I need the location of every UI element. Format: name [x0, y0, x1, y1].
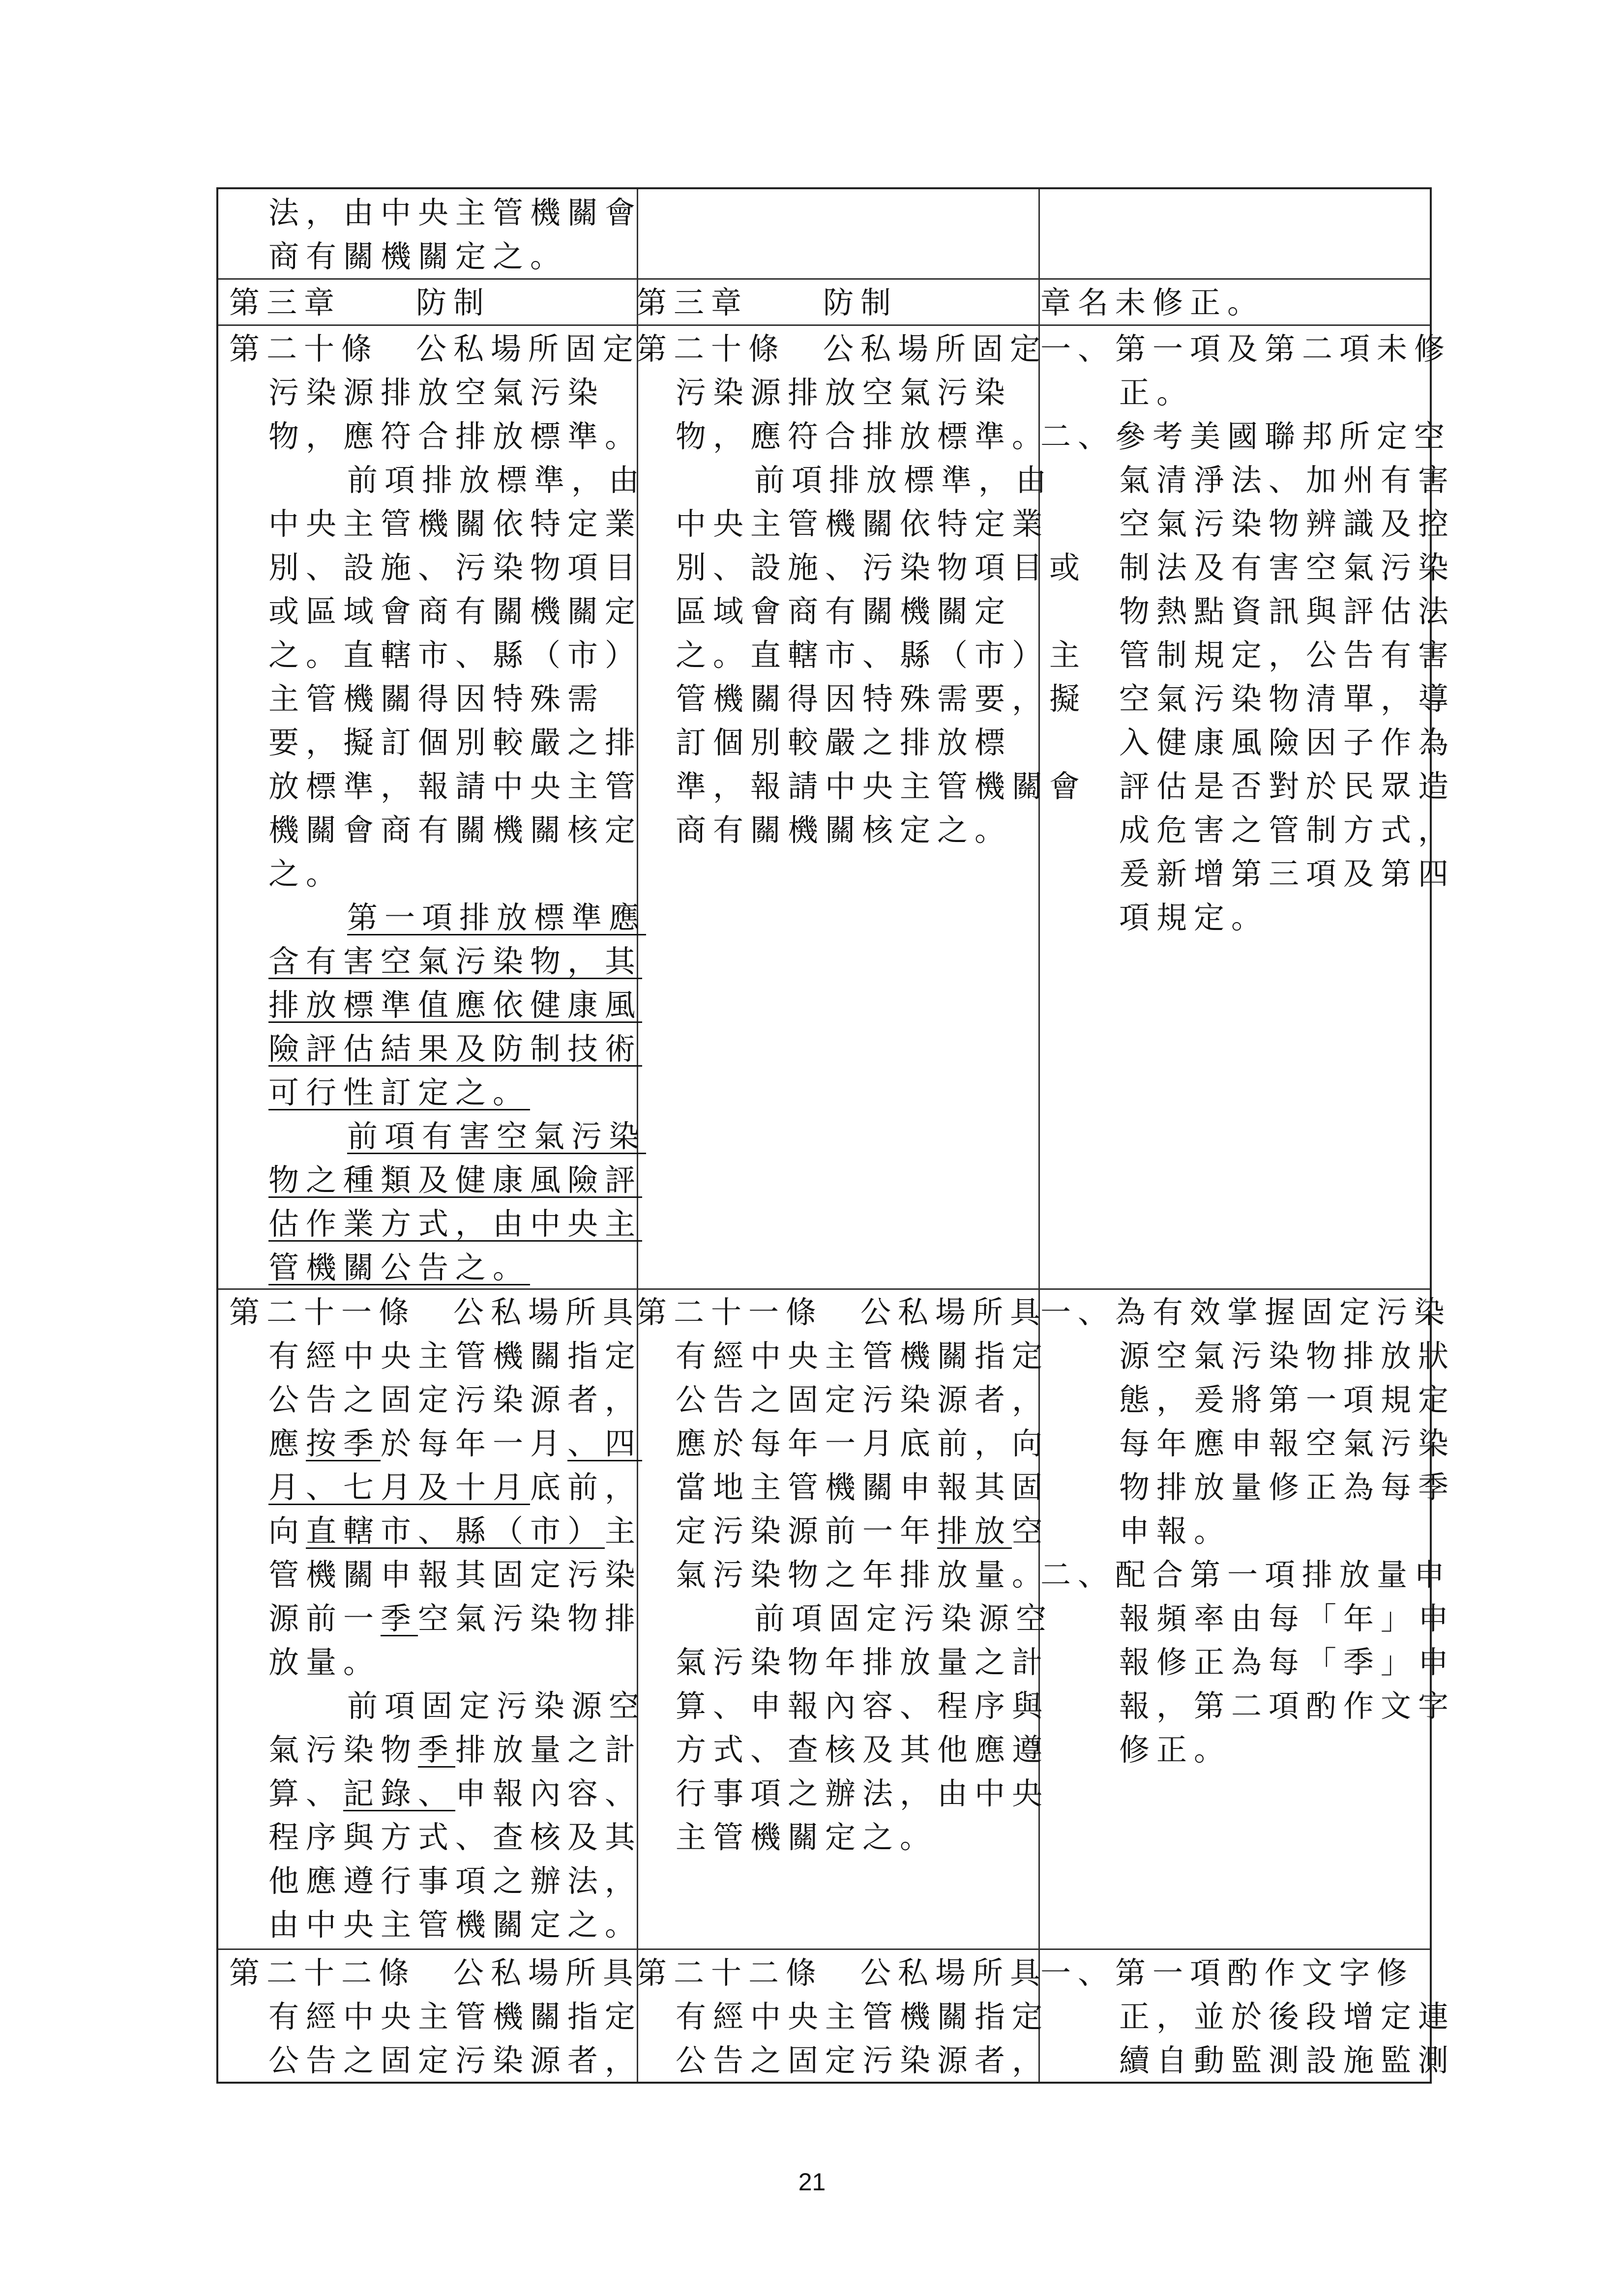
text-segment: 氣污染物之年排放量。 — [676, 1557, 1050, 1593]
amended-text-cell — [229, 191, 643, 278]
text-segment: 報頻率由每「年」申 — [1119, 1600, 1456, 1636]
text-segment: 公告之固定污染源者， — [268, 1382, 643, 1418]
text-segment: 之。 — [268, 856, 344, 892]
text-segment: 氣污染物 — [268, 1732, 418, 1768]
text-segment: 公告之固定污染源者， — [676, 2042, 1050, 2078]
amended-text: 前項有害空氣污染 — [347, 1118, 647, 1154]
text-line — [1040, 1995, 1456, 2038]
text-segment: 有經中央主管機關指定 — [676, 1999, 1050, 2034]
text-line — [1040, 1290, 1452, 1334]
text-segment: 申報。 — [1119, 1513, 1232, 1549]
text-line — [229, 1422, 643, 1465]
text-segment: 中央主管機關依特定業 — [268, 506, 643, 542]
text-segment: 污染源排放空氣污染 — [676, 375, 1012, 410]
text-line — [636, 677, 1087, 721]
amended-text: 管機關公告之。 — [268, 1250, 531, 1285]
text-line — [636, 2038, 1050, 2082]
text-line — [1040, 1728, 1424, 1772]
text-line — [229, 589, 643, 633]
text-line — [636, 1509, 1050, 1553]
amended-text: 物之種類及健康風險評 — [268, 1162, 643, 1198]
text-line — [229, 896, 647, 939]
text-segment: 行事項之辦法，由中央 — [676, 1775, 1050, 1811]
text-segment: 主 — [605, 1513, 643, 1549]
text-segment: 前項排放標準，由 — [347, 462, 647, 498]
text-segment: 公告之固定污染源者， — [676, 1382, 1050, 1418]
text-segment: 一、第一項及第二項未修 — [1040, 331, 1452, 367]
text-segment: 由中央主管機關定之。 — [268, 1907, 643, 1943]
text-line — [229, 1465, 643, 1509]
text-line — [229, 2038, 643, 2082]
current-text-cell — [636, 281, 1027, 324]
text-segment: 報，第二項酌作文字 — [1119, 1688, 1456, 1724]
text-line — [229, 1290, 641, 1334]
text-line — [636, 1597, 1054, 1640]
text-line — [229, 281, 622, 324]
text-line — [1040, 896, 1424, 939]
amended-text: 險評估結果及防制技術 — [268, 1031, 643, 1067]
text-segment: 管機關申報其固定污染 — [268, 1557, 643, 1593]
comparison-table — [216, 187, 1456, 2084]
text-line — [229, 327, 641, 371]
text-line — [229, 1509, 643, 1553]
text-line — [229, 1951, 641, 1995]
text-segment: 制法及有害空氣污染 — [1119, 550, 1456, 585]
text-line — [636, 1465, 1050, 1509]
text-line — [636, 1951, 1048, 1995]
text-segment: 項規定。 — [1119, 900, 1269, 935]
text-line — [229, 234, 622, 278]
text-line — [1040, 721, 1456, 764]
text-line — [229, 1995, 643, 2038]
text-segment: 正。 — [1119, 375, 1194, 410]
text-segment: 放標準，報請中央主管 — [268, 768, 643, 804]
text-line — [229, 1815, 643, 1859]
text-segment: 別、設施、污染物項目 — [268, 550, 643, 585]
text-segment: 第二十條 公私場所固定 — [229, 331, 641, 367]
amended-text: 季 — [381, 1600, 418, 1636]
text-segment: 有經中央主管機關指定 — [268, 1999, 643, 2034]
text-line — [229, 808, 643, 852]
text-line — [636, 1334, 1050, 1378]
text-segment: 源前一 — [268, 1600, 381, 1636]
text-segment: 中央主管機關依特定業 — [676, 506, 1050, 542]
current-text-cell — [636, 327, 1087, 852]
text-segment: 於每年一月 — [381, 1425, 568, 1461]
text-segment: 報修正為每「季」申 — [1119, 1644, 1456, 1680]
text-line — [229, 1071, 622, 1114]
current-text-cell — [636, 1290, 1054, 1859]
text-line — [636, 808, 1027, 852]
text-segment: 第二十一條 公私場所具 — [229, 1294, 641, 1330]
text-line — [229, 677, 622, 721]
text-line — [636, 1640, 1050, 1684]
page-number: 21 — [798, 2168, 826, 2196]
text-segment: 第二十二條 公私場所具 — [636, 1955, 1048, 1991]
text-line — [229, 721, 643, 764]
amended-text: 含有害空氣污染物，其 — [268, 943, 643, 979]
text-line — [636, 327, 1048, 371]
text-segment: 章名未修正。 — [1040, 285, 1265, 320]
text-segment: 程序與方式、查核及其 — [268, 1819, 643, 1855]
amended-text-cell — [229, 281, 622, 324]
text-line — [636, 1290, 1048, 1334]
text-segment: 污染源排放空氣污染 — [268, 375, 605, 410]
text-segment: 有經中央主管機關指定 — [268, 1338, 643, 1374]
text-segment: 態，爰將第一項規定 — [1119, 1382, 1456, 1418]
text-line — [229, 1246, 622, 1289]
text-line — [229, 1202, 643, 1246]
text-segment: 第三章 防制 — [229, 285, 491, 320]
text-line — [636, 1772, 1050, 1815]
text-segment: 空氣污染物清單，導 — [1119, 681, 1456, 717]
amended-text: 、四 — [567, 1425, 643, 1461]
text-segment: 空氣污染物排 — [418, 1600, 643, 1636]
text-line — [636, 1995, 1050, 2038]
text-line — [636, 371, 1027, 414]
row-divider — [218, 278, 1430, 280]
text-line — [1040, 589, 1456, 633]
amended-text: 第一項排放標準應 — [347, 900, 647, 935]
text-line — [229, 1903, 643, 1947]
text-line — [1040, 633, 1456, 677]
text-line — [229, 1772, 643, 1815]
amended-text: 按季 — [306, 1425, 381, 1461]
text-segment: 方式、查核及其他應遵 — [676, 1732, 1050, 1768]
text-segment: 主管機關定之。 — [676, 1819, 938, 1855]
amended-text: 月、七月及十月 — [268, 1469, 531, 1505]
text-segment: 有經中央主管機關指定 — [676, 1338, 1050, 1374]
text-line — [1040, 2038, 1456, 2082]
text-line — [229, 939, 643, 983]
text-line — [1040, 1640, 1456, 1684]
text-segment: 他應遵行事項之辦法， — [268, 1863, 643, 1899]
text-segment: 一、為有效掌握固定污染 — [1040, 1294, 1452, 1330]
text-segment: 前項固定污染源空 — [347, 1688, 647, 1724]
text-segment: 商有關機關核定之。 — [676, 812, 1012, 848]
text-line — [1040, 808, 1456, 852]
text-line — [229, 191, 643, 234]
text-line — [229, 1378, 643, 1422]
text-segment: 要，擬訂個別較嚴之排 — [268, 725, 643, 760]
text-segment: 成危害之管制方式， — [1119, 812, 1456, 848]
text-line — [1040, 1378, 1456, 1422]
text-segment: 或區域會商有關機關定 — [268, 593, 643, 629]
amended-text: 排放標準值應依健康風 — [268, 987, 643, 1023]
amended-text: 季 — [418, 1732, 456, 1768]
text-line — [229, 502, 643, 546]
text-segment: 入健康風險因子作為 — [1119, 725, 1456, 760]
explanation-cell — [1040, 281, 1424, 324]
text-line — [636, 1815, 1027, 1859]
text-line — [229, 1553, 643, 1597]
text-line — [229, 1158, 643, 1202]
text-segment: 源空氣污染物排放狀 — [1119, 1338, 1456, 1374]
text-line — [636, 633, 1087, 677]
text-segment: 應 — [268, 1425, 306, 1461]
text-segment: 爰新增第三項及第四 — [1119, 856, 1456, 892]
text-segment: 準，報請中央主管機關會 — [676, 768, 1087, 804]
text-segment: 每年應申報空氣污染 — [1119, 1425, 1456, 1461]
text-line — [229, 1334, 643, 1378]
text-line — [1040, 1951, 1424, 1995]
text-line — [1040, 1597, 1456, 1640]
text-segment: 物熱點資訊與評估法 — [1119, 593, 1456, 629]
text-line — [229, 852, 622, 896]
text-line — [1040, 764, 1456, 808]
text-line — [229, 1684, 647, 1728]
text-line — [229, 1640, 622, 1684]
text-line — [229, 1597, 643, 1640]
text-line — [636, 1728, 1050, 1772]
text-line — [229, 1859, 643, 1903]
text-segment: 空 — [1012, 1513, 1050, 1549]
text-line — [1040, 677, 1456, 721]
text-line — [1040, 1684, 1456, 1728]
text-segment: 算、 — [268, 1775, 344, 1811]
text-line — [229, 414, 643, 458]
text-line — [1040, 852, 1456, 896]
amended-text-cell — [229, 327, 647, 1289]
text-segment: 主管機關得因特殊需 — [268, 681, 605, 717]
amended-text: 可行性訂定之。 — [268, 1075, 531, 1110]
text-segment: 空氣污染物辨識及控 — [1119, 506, 1456, 542]
amended-text: 估作業方式，由中央主 — [268, 1206, 643, 1242]
text-segment: 續自動監測設施監測 — [1119, 2042, 1456, 2078]
text-segment: 管制規定，公告有害 — [1119, 637, 1456, 673]
text-line — [636, 414, 1050, 458]
text-segment: 物排放量修正為每季 — [1119, 1469, 1456, 1505]
text-line — [1040, 1465, 1456, 1509]
text-segment: 第二十一條 公私場所具 — [636, 1294, 1048, 1330]
text-segment: 第三章 防制 — [636, 285, 898, 320]
text-segment: 修正。 — [1119, 1732, 1232, 1768]
text-line — [229, 1027, 643, 1071]
text-segment: 公告之固定污染源者， — [268, 2042, 643, 2078]
amended-text: 直轄市、縣（市） — [306, 1513, 605, 1549]
text-line — [636, 1422, 1050, 1465]
text-segment: 區域會商有關機關定 — [676, 593, 1012, 629]
text-segment: 法，由中央主管機關會 — [268, 195, 643, 231]
amended-text-cell — [229, 1951, 643, 2082]
text-segment: 之。直轄市、縣（市） — [268, 637, 643, 673]
explanation-cell — [1040, 1290, 1456, 1772]
text-line — [229, 458, 647, 502]
text-segment: 物，應符合排放標準。 — [268, 418, 643, 454]
text-line — [1040, 371, 1424, 414]
text-segment: 算、申報內容、程序與 — [676, 1688, 1050, 1724]
text-segment: 前項固定污染源空 — [754, 1600, 1054, 1636]
text-line — [636, 721, 1027, 764]
text-line — [229, 1114, 647, 1158]
text-line — [636, 1553, 1050, 1597]
text-segment: 定污染源前一年 — [676, 1513, 938, 1549]
text-line — [636, 764, 1087, 808]
text-line — [1040, 1334, 1456, 1378]
amended-text: 記錄、 — [343, 1775, 456, 1811]
text-segment: 二、配合第一項排放量申 — [1040, 1557, 1452, 1593]
text-segment: 底前， — [530, 1469, 643, 1505]
text-segment: 訂個別較嚴之排放標 — [676, 725, 1012, 760]
explanation-cell — [1040, 327, 1456, 939]
text-line — [229, 633, 643, 677]
text-line — [1040, 414, 1452, 458]
text-segment: 當地主管機關申報其固 — [676, 1469, 1050, 1505]
text-line — [1040, 458, 1456, 502]
text-line — [229, 546, 643, 589]
text-line — [636, 1684, 1050, 1728]
text-line — [1040, 327, 1452, 371]
text-line — [636, 458, 1054, 502]
text-line — [636, 502, 1050, 546]
text-line — [229, 1728, 643, 1772]
text-segment: 物，應符合排放標準。 — [676, 418, 1050, 454]
text-segment: 評估是否對於民眾造 — [1119, 768, 1456, 804]
text-line — [229, 983, 643, 1027]
amended-text-cell — [229, 1290, 647, 1947]
text-line — [1040, 502, 1456, 546]
text-segment: 管機關得因特殊需要，擬 — [676, 681, 1087, 717]
row-divider — [218, 324, 1430, 326]
text-line — [1040, 546, 1456, 589]
text-segment: 申報內容、 — [455, 1775, 643, 1811]
row-divider — [218, 1948, 1430, 1950]
explanation-cell — [1040, 1951, 1456, 2082]
text-line — [1040, 1422, 1456, 1465]
text-line — [636, 281, 1027, 324]
text-line — [636, 546, 1087, 589]
text-segment: 前項排放標準，由 — [754, 462, 1054, 498]
text-segment: 氣污染物年排放量之計 — [676, 1644, 1050, 1680]
text-segment: 向 — [268, 1513, 306, 1549]
text-line — [636, 589, 1027, 633]
text-segment: 排放量之計 — [455, 1732, 643, 1768]
text-line — [1040, 281, 1424, 324]
current-text-cell — [636, 1951, 1050, 2082]
text-segment: 二、參考美國聯邦所定空 — [1040, 418, 1452, 454]
text-line — [229, 764, 643, 808]
text-segment: 放量。 — [268, 1644, 381, 1680]
text-segment: 別、設施、污染物項目或 — [676, 550, 1087, 585]
amended-text: 排放 — [937, 1513, 1012, 1549]
text-segment: 機關會商有關機關核定 — [268, 812, 643, 848]
text-line — [229, 371, 622, 414]
text-line — [1040, 1553, 1452, 1597]
text-line — [1040, 1509, 1424, 1553]
text-line — [636, 1378, 1050, 1422]
text-segment: 第二十條 公私場所固定 — [636, 331, 1048, 367]
text-segment: 應於每年一月底前，向 — [676, 1425, 1050, 1461]
text-segment: 商有關機關定之。 — [268, 238, 568, 274]
text-segment: 正，並於後段增定連 — [1119, 1999, 1456, 2034]
text-segment: 第二十二條 公私場所具 — [229, 1955, 641, 1991]
text-segment: 之。直轄市、縣（市）主 — [676, 637, 1087, 673]
text-segment: 氣清淨法、加州有害 — [1119, 462, 1456, 498]
text-segment: 一、第一項酌作文字修 — [1040, 1955, 1415, 1991]
